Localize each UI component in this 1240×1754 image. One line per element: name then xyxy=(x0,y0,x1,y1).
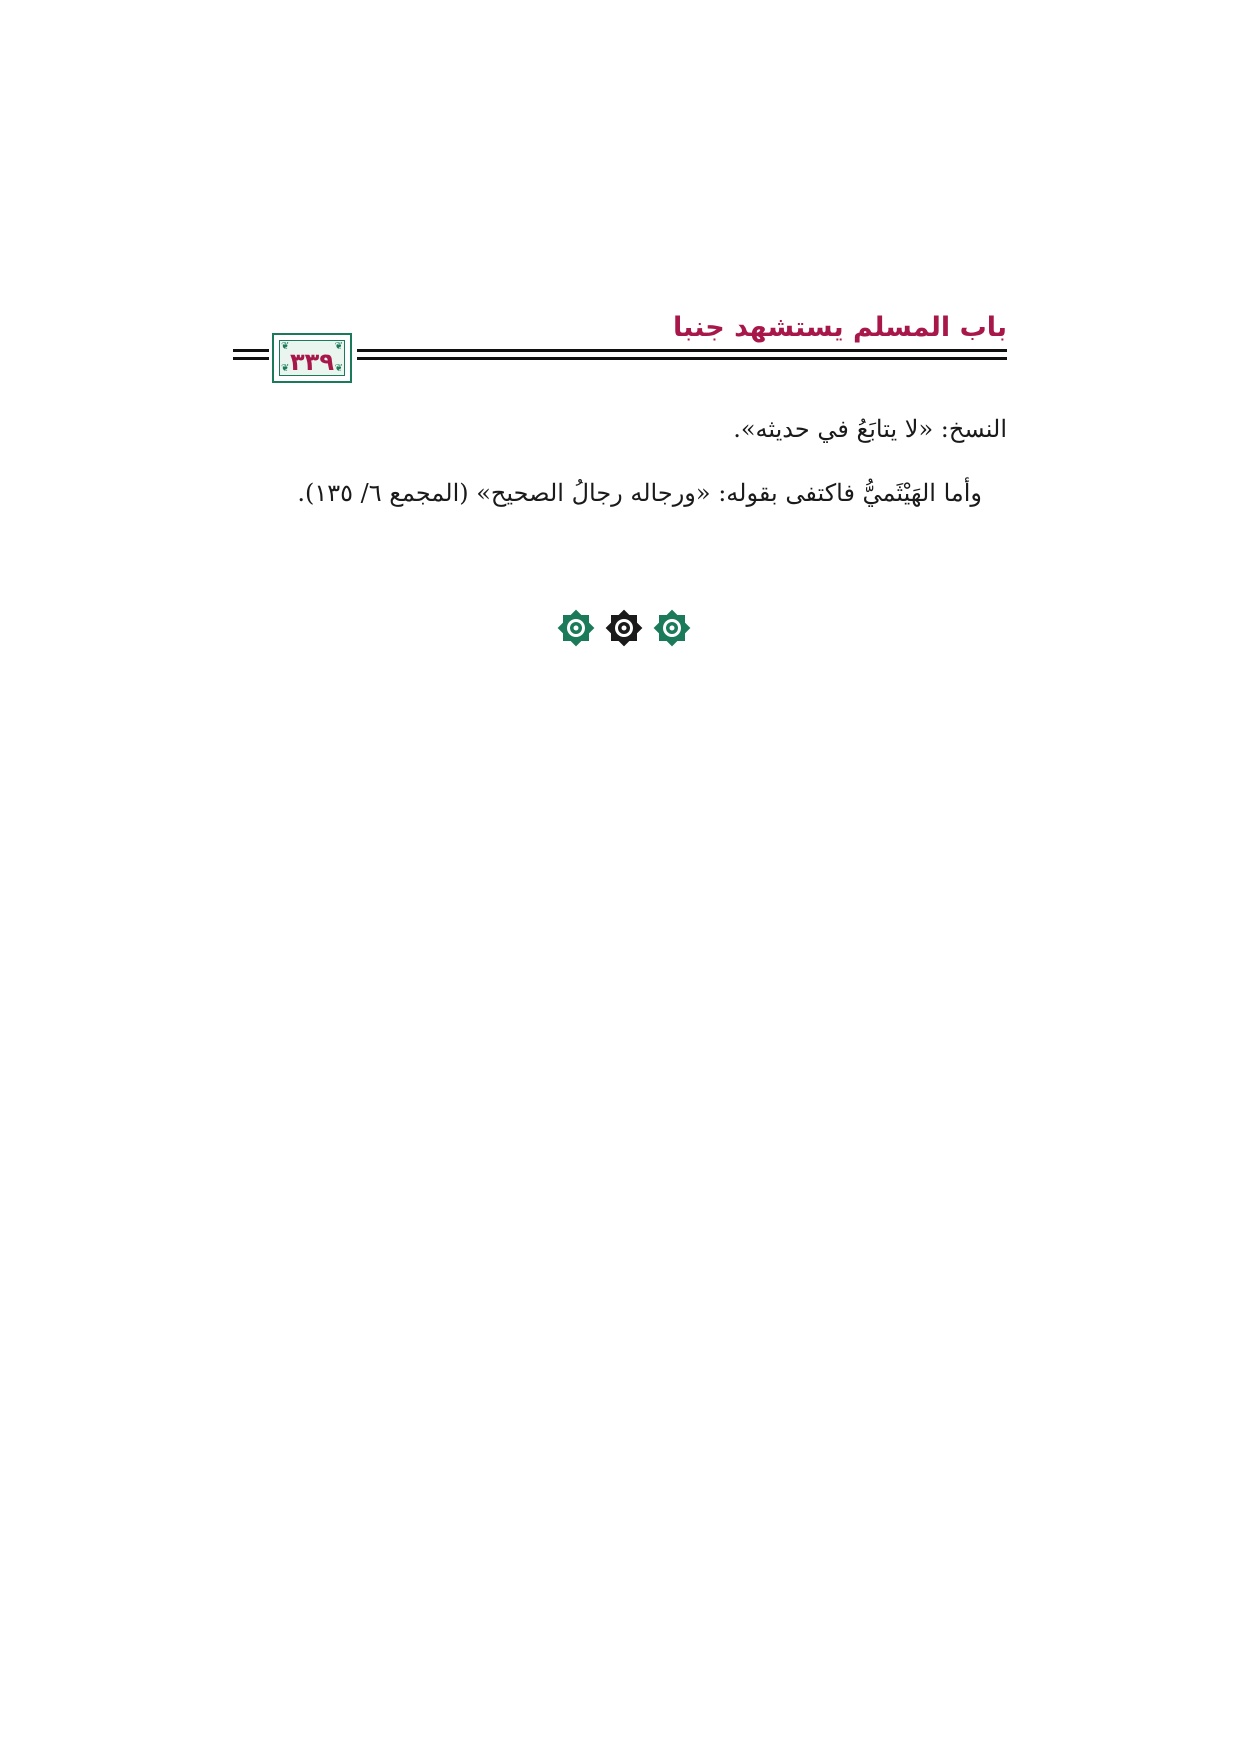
page-number: ٣٣٩ xyxy=(290,348,334,376)
page-number-badge xyxy=(272,333,352,383)
header-rule-left-top xyxy=(233,349,269,352)
header-rule-right-top xyxy=(357,349,1007,352)
chapter-title: باب المسلم يستشهد جنبا xyxy=(673,312,1007,343)
badge-corner-ornament-icon: ❦ xyxy=(281,363,290,374)
body-line-1: النسخ: «لا يتابَعُ في حديثه». xyxy=(733,415,1007,443)
star-ornament-icon xyxy=(654,610,691,647)
section-end-ornaments xyxy=(554,606,694,650)
body-line-2: وأما الهَيْثَميُّ فاكتفى بقوله: «ورجاله رجالُ الصحيح» (المجمع ٦/ ١٣٥). xyxy=(297,479,982,507)
badge-corner-ornament-icon: ❦ xyxy=(334,363,343,374)
header-rule-right-bottom xyxy=(357,357,1007,360)
star-ornament-icon xyxy=(558,610,595,647)
badge-corner-ornament-icon: ❦ xyxy=(334,341,343,352)
star-ornament-icon xyxy=(606,610,643,647)
badge-corner-ornament-icon: ❦ xyxy=(281,341,290,352)
page-number-frame xyxy=(279,340,345,376)
header-rule-left-bottom xyxy=(233,357,269,360)
